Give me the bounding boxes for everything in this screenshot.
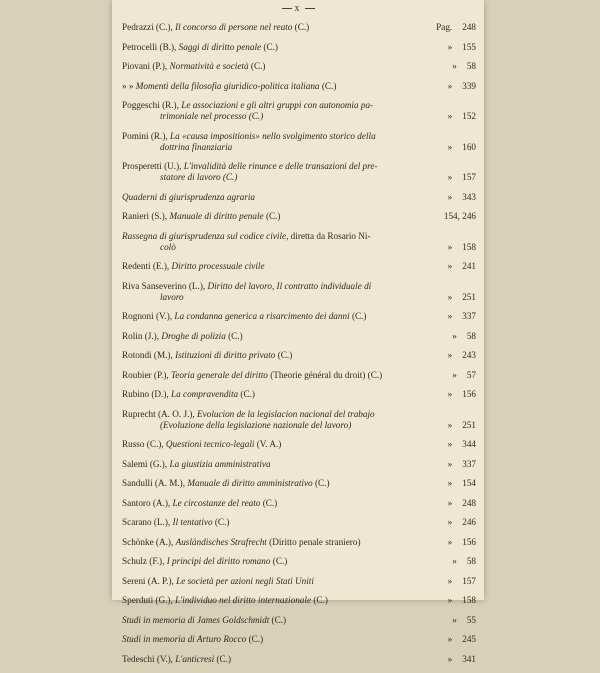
entry-line (122, 131, 476, 142)
entry-page-number (448, 261, 476, 272)
entry-author: Ranieri (S.), (122, 211, 168, 221)
entry-title: L'individuo nel diritto internazionale (175, 595, 312, 605)
entry-page-value: 154 (462, 478, 476, 488)
entry-page-number (448, 350, 476, 361)
entry-note: (C.) (225, 330, 243, 341)
entry-page-mark: » (447, 458, 453, 469)
index-entry (122, 131, 476, 153)
entry-page-mark: » (447, 141, 453, 152)
entry-title: Istituzioni di diritto privato (175, 350, 276, 360)
entry-note: (C.) (269, 614, 287, 625)
index-entry (122, 42, 476, 53)
index-entry (122, 331, 476, 342)
entry-page-number (452, 556, 476, 567)
entry-note: (C.) (312, 478, 330, 488)
entry-page-mark: » (452, 61, 457, 71)
entry-line (122, 654, 476, 665)
entry-title: Droghe di polizia (161, 330, 226, 341)
entry-page-value: 251 (462, 419, 476, 430)
entry-title: Studi in memoria di Arturo Rocco (122, 634, 247, 644)
entry-title: Studi in memoria di James Goldschmidt (122, 614, 270, 625)
entry-page-number (448, 595, 476, 606)
entry-author: Rognoni (V.), (122, 311, 173, 321)
entry-title: Momenti della filosofia giuridico-politica italiana (135, 80, 320, 91)
entry-title: Il concorso di persone nel reato (175, 22, 293, 32)
entry-page-mark: » (447, 419, 453, 430)
entry-title: Saggi di diritto penale (178, 41, 262, 52)
index-entry (122, 517, 476, 528)
index-entry (122, 100, 476, 122)
entry-note: (C.) (260, 497, 278, 508)
entry-page-value: 343 (462, 191, 476, 202)
entry-page-number (448, 459, 476, 470)
entry-page-mark: » (447, 478, 453, 488)
entry-line (122, 42, 476, 53)
entry-page-number (448, 634, 476, 645)
entry-note: diretta da Rosario Ni- (288, 230, 371, 241)
entry-page-mark: » (452, 614, 457, 625)
index-entry (122, 192, 476, 203)
entry-note: (C.) (275, 350, 293, 360)
entry-author: Tedeschi (V.), (122, 653, 173, 664)
page-roman-number: x (294, 3, 302, 14)
entry-line (122, 439, 476, 450)
entry-note: (C.) (212, 517, 230, 527)
entry-note: (Diritto penale straniero) (266, 536, 361, 547)
entry-note: (C.) (248, 61, 266, 71)
index-entry (122, 61, 476, 72)
entry-page-value: 243 (462, 350, 476, 360)
entry-page-number (448, 517, 476, 528)
entry-line (122, 498, 476, 509)
entry-author: Sandulli (A. M.), (122, 478, 186, 488)
entry-title: Evolucion de la legislacion nacional del trabajo (197, 408, 375, 419)
entry-author: Roubier (P.), (122, 369, 169, 380)
entry-page-value: 158 (462, 241, 476, 252)
entry-line (122, 100, 476, 111)
entry-title: La «causa impositionis» nello svolgimento storico della (169, 130, 376, 141)
entry-page-number (448, 420, 476, 431)
entry-line (122, 231, 476, 242)
entry-page-mark: » (447, 41, 453, 52)
entry-line (122, 311, 476, 322)
entry-line (122, 161, 476, 172)
entry-author: Prosperetti (U.), (122, 161, 182, 171)
entry-page-number (444, 211, 476, 222)
entry-line (122, 192, 476, 203)
entry-author: Rolin (J.), (122, 330, 160, 341)
entry-author: Redenti (E.), (122, 261, 170, 271)
entry-page-mark: » (447, 439, 453, 449)
entry-line (122, 459, 476, 470)
entry-note: (Theorie général du droit) (C.) (267, 369, 383, 380)
entry-page-number (448, 389, 476, 400)
entry-title: Le circostanze del reato (172, 497, 261, 508)
entry-page-number (448, 478, 476, 489)
entry-page-mark: » (447, 653, 453, 664)
entry-note: (C.) (246, 634, 264, 644)
entry-line (122, 81, 476, 92)
entry-page-number (448, 498, 476, 509)
entry-note: (C.) (311, 595, 328, 605)
entry-line (122, 556, 476, 567)
entry-page-value: 55 (466, 614, 476, 625)
index-entry (122, 615, 476, 626)
entry-author: Ruprecht (A. O. J.), (122, 408, 195, 419)
entry-page-value: 160 (462, 141, 476, 152)
entry-page-mark: » (447, 497, 453, 508)
entry-page-number (448, 111, 476, 122)
entry-line (122, 61, 476, 72)
entry-author: Salemi (G.), (122, 458, 168, 469)
entry-page-mark: » (447, 291, 453, 302)
entry-line (122, 517, 476, 528)
entry-author: Rubino (D.), (122, 389, 169, 399)
entry-line (122, 409, 476, 420)
entry-page-value: 245 (462, 634, 476, 644)
entry-page-mark: » (447, 595, 453, 605)
entry-page-number (448, 192, 476, 203)
entry-page-number (448, 81, 476, 92)
entry-note: (C.) (349, 311, 367, 321)
entry-continuation: lavoro (160, 291, 184, 302)
entry-author: Schulz (F.), (122, 556, 165, 566)
entry-line (122, 595, 476, 606)
entry-page-value: 157 (462, 575, 476, 586)
entry-page-mark: » (447, 634, 453, 644)
entry-page-mark: » (447, 111, 453, 121)
entry-page-value: 248 (462, 497, 476, 508)
entry-author: Pomini (R.), (122, 130, 168, 141)
entry-page-value: 156 (462, 389, 476, 399)
index-entry (122, 439, 476, 450)
index-entry (122, 231, 476, 253)
entry-page-mark: » (447, 80, 453, 91)
entry-author: Sperduti (G.), (122, 595, 173, 605)
entry-page-value: 152 (462, 111, 476, 121)
entry-continuation: (Evoluzione della legislazione nazionale del lavoro) (160, 419, 352, 430)
entry-page-value: 341 (462, 653, 476, 664)
entry-title: Teoria generale del diritto (171, 369, 268, 380)
entry-page-number (448, 242, 476, 253)
index-entry (122, 409, 476, 431)
entry-note: (C.) (319, 80, 337, 91)
index-entry (122, 576, 476, 587)
entry-page-number (448, 292, 476, 303)
entry-note: (C.) (261, 41, 278, 52)
entry-title: Manuale di diritto amministrativo (187, 478, 313, 488)
entry-line (122, 634, 476, 645)
index-entry (122, 311, 476, 322)
entry-page-number (448, 654, 476, 665)
entry-page-mark: » (447, 350, 453, 360)
entry-page-number (448, 42, 476, 53)
entry-page-value: 154, 246 (443, 211, 476, 221)
index-entry (122, 654, 476, 665)
index-entries (122, 22, 476, 673)
entry-note: (C.) (263, 211, 281, 221)
entry-title: La giustizia amministrativa (169, 458, 271, 469)
entry-page-mark: » (447, 172, 453, 182)
entry-continuation: colò (160, 241, 176, 252)
entry-title: Le associazioni e gli altri gruppi con autonomia pa- (181, 100, 374, 110)
entry-title: Le società per azioni negli Stati Uniti (176, 575, 314, 586)
entry-line (122, 281, 476, 292)
entry-line (122, 370, 476, 381)
entry-title: Diritto del lavoro, Il contratto individuale di (207, 280, 372, 291)
entry-page-number (436, 22, 476, 33)
entry-page-value: 158 (462, 595, 476, 605)
entry-note: (C.) (214, 653, 232, 664)
entry-title: Diritto processuale civile (171, 261, 265, 271)
entry-page-value: 251 (462, 291, 476, 302)
entry-author: Poggeschi (R.), (122, 100, 179, 110)
entry-author: Sereni (A. P.), (122, 575, 174, 586)
entry-page-value: 241 (462, 261, 476, 271)
entry-page-mark: » (452, 330, 457, 341)
entry-page-value: 156 (462, 536, 476, 547)
entry-page-value: 155 (462, 41, 476, 52)
entry-title: L'invalidità delle rinunce e delle transazioni del pre- (183, 161, 378, 171)
entry-page-number (452, 370, 476, 381)
entry-title: Ausländisches Strafrecht (175, 536, 267, 547)
entry-note: (V. A.) (254, 439, 282, 449)
index-entry (122, 459, 476, 470)
entry-author: Scarano (L.), (122, 517, 171, 527)
entry-title: Quaderni di giurisprudenza agraria (122, 191, 255, 202)
entry-page-mark: » (447, 241, 453, 252)
index-entry (122, 261, 476, 272)
entry-page-mark: » (452, 556, 457, 566)
entry-page-number (452, 331, 476, 342)
entry-continuation: dottrina finanziaria (160, 141, 233, 152)
entry-title: Rassegna di giurisprudenza sul codice civile, (122, 230, 289, 241)
entry-title: I principi del diritto romano (166, 556, 271, 566)
index-entry (122, 389, 476, 400)
entry-page-value: 339 (462, 80, 476, 91)
index-entry (122, 211, 476, 222)
entry-line (122, 331, 476, 342)
entry-page-number (452, 61, 476, 72)
entry-page-mark: » (447, 575, 453, 586)
entry-title: Questioni tecnico-legali (165, 439, 255, 449)
entry-page-value: 337 (462, 311, 476, 321)
entry-page-value: 337 (462, 458, 476, 469)
entry-continuation: statore di lavoro (C.) (160, 172, 238, 182)
index-entry (122, 556, 476, 567)
entry-page-value: 344 (462, 439, 476, 449)
index-entry (122, 498, 476, 509)
entry-page-number (452, 615, 476, 626)
entry-title: Il tentativo (172, 517, 213, 527)
entry-author: Pedrazzi (C.), (122, 22, 173, 32)
entry-page-number (448, 537, 476, 548)
entry-author: Santoro (A.), (122, 497, 171, 508)
entry-author: Piovani (P.), (122, 61, 168, 71)
index-entry (122, 281, 476, 303)
entry-line (122, 350, 476, 361)
entry-title: Manuale di diritto penale (169, 211, 264, 221)
entry-page-mark: Pag. (436, 22, 453, 32)
entry-line (122, 615, 476, 626)
entry-author: Rotondi (M.), (122, 350, 173, 360)
index-entry (122, 537, 476, 548)
index-entry (122, 595, 476, 606)
entry-page-value: 57 (466, 369, 476, 380)
entry-author: Riva Sanseverino (L.), (122, 280, 206, 291)
entry-title: La compravendita (171, 389, 239, 399)
entry-note: (C.) (292, 22, 310, 32)
entry-page-number (448, 142, 476, 153)
book-page (112, 0, 484, 664)
index-entry (122, 634, 476, 645)
entry-page-value: 58 (466, 330, 476, 341)
entry-page-value: 248 (462, 22, 476, 32)
entry-page-mark: » (452, 369, 457, 380)
entry-page-number (448, 576, 476, 587)
entry-page-number (448, 172, 476, 183)
entry-author: Petrocelli (B.), (122, 41, 177, 52)
index-entry (122, 478, 476, 489)
entry-note: (C.) (270, 556, 288, 566)
entry-line (122, 576, 476, 587)
index-entry (122, 81, 476, 92)
entry-line (122, 537, 476, 548)
entry-page-value: 58 (466, 556, 476, 566)
index-entry (122, 370, 476, 381)
entry-page-mark: » (447, 191, 453, 202)
header-rule-right (305, 8, 315, 9)
entry-note: (C.) (238, 389, 255, 399)
entry-line (122, 22, 476, 33)
entry-author: » » (122, 80, 134, 91)
page-header (112, 3, 484, 14)
entry-title: Normatività e società (169, 61, 249, 71)
entry-page-mark: » (447, 536, 453, 547)
entry-page-mark: » (447, 261, 453, 271)
entry-page-number (448, 311, 476, 322)
entry-continuation: trimoniale nel processo (C.) (160, 111, 264, 121)
entry-author: Schönke (A.), (122, 536, 174, 547)
entry-page-value: 246 (462, 517, 476, 527)
index-entry (122, 350, 476, 361)
entry-line (122, 389, 476, 400)
entry-line (122, 478, 476, 489)
entry-page-mark: » (447, 517, 453, 527)
entry-author: Russo (C.), (122, 439, 164, 449)
entry-page-number (448, 439, 476, 450)
index-entry (122, 161, 476, 183)
index-entry (122, 22, 476, 33)
entry-page-value: 157 (462, 172, 476, 182)
entry-line (122, 261, 476, 272)
header-rule-left (282, 8, 292, 9)
entry-title: La condanna generica a risarcimento dei danni (174, 311, 350, 321)
entry-line (122, 211, 476, 222)
entry-page-value: 58 (466, 61, 476, 71)
entry-page-mark: » (447, 389, 453, 399)
entry-title: L'anticresi (175, 653, 215, 664)
entry-page-mark: » (447, 311, 453, 321)
